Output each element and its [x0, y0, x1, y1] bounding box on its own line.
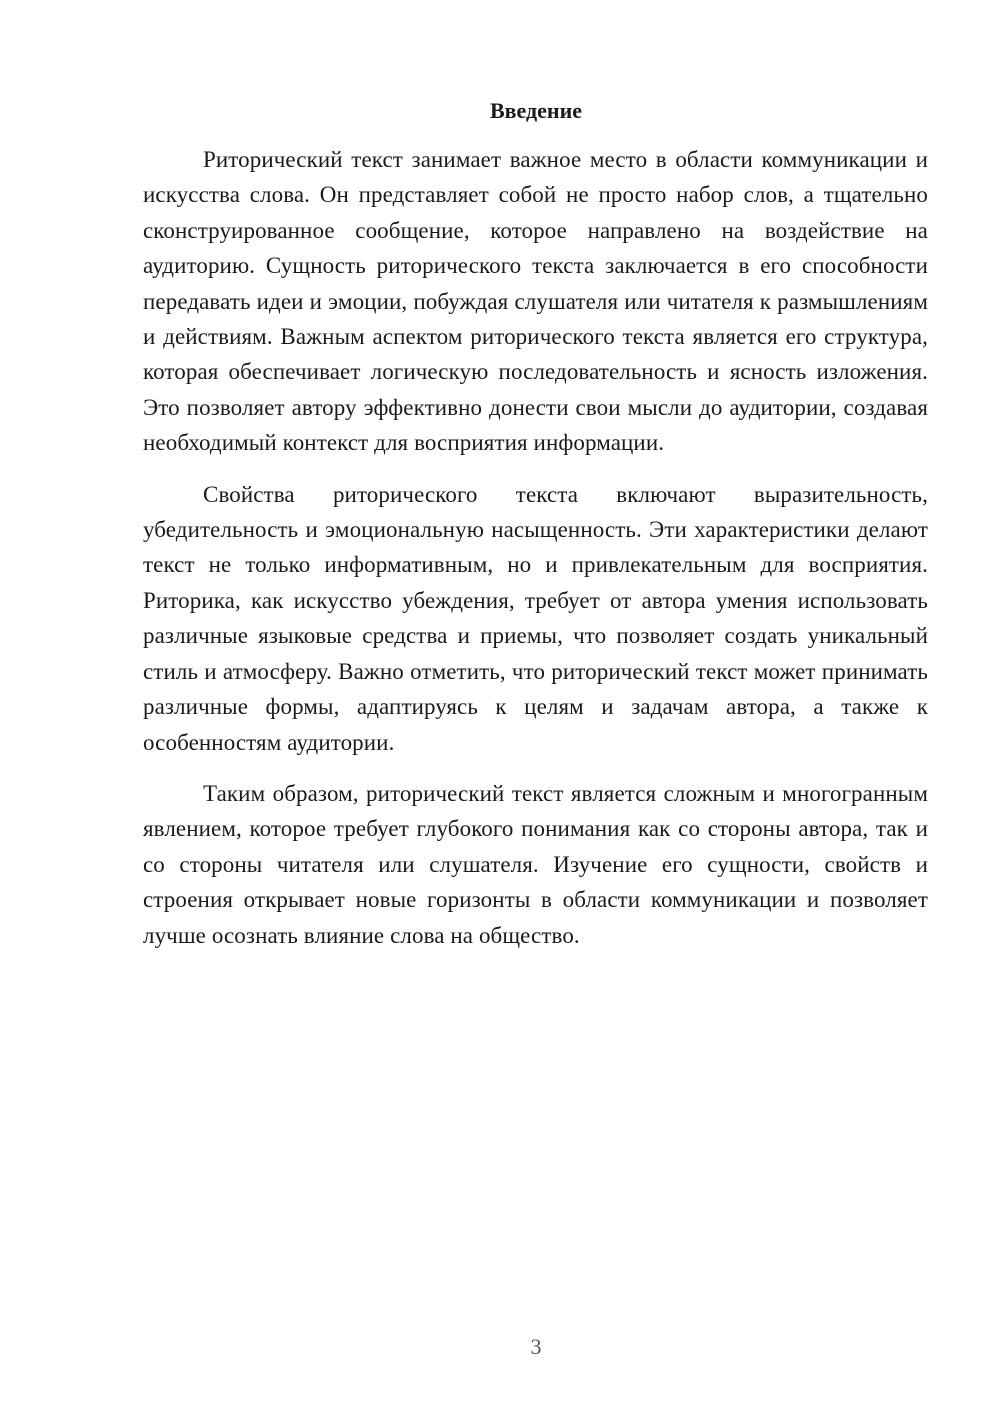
paragraph-1: Риторический текст занимает важное место в области коммуникации и искусства слова. Он представляет собой не просто набор слов, а тщательно сконструированное сообщение, которое направлено на воздействие на аудиторию. Сущность риторического текста заключается в его способности передавать идеи и эмоции, побуждая слушателя или читателя к размышлениям и действиям. Важным аспектом риторического текста является его структура, которая обеспечивает логическую последовательность и ясность изложения. Это позволяет автору эффективно донести свои мысли до аудитории, создавая необходимый контекст для восприятия информации. — [143, 147, 928, 456]
page-title: Введение — [489, 98, 583, 123]
paragraph-3: Таким образом, риторический текст является сложным и многогранным явлением, которое требует глубокого понимания как со стороны автора, так и со стороны читателя или слушателя. Изучение его сущности, свойств и строения открывает новые горизонты в области коммуникации и позволяет лучше осознать влияние слова на общество. — [143, 780, 928, 948]
paragraph-2: Свойства риторического текста включают выразительность, убедительность и эмоциональную насыщенность. Эти характеристики делают текст не только информативным, но и привлекательным для восприятия. Риторика, как искусство убеждения, требует от автора умения использовать различные языковые средства и приемы, что позволяет создать уникальный стиль и атмосферу. Важно отметить, что риторический текст может принимать различные формы, адаптируясь к целям и задачам автора, а также к особенностям аудитории. — [143, 481, 928, 755]
body-text — [143, 142, 928, 969]
page-number: 3 — [530, 1334, 542, 1359]
